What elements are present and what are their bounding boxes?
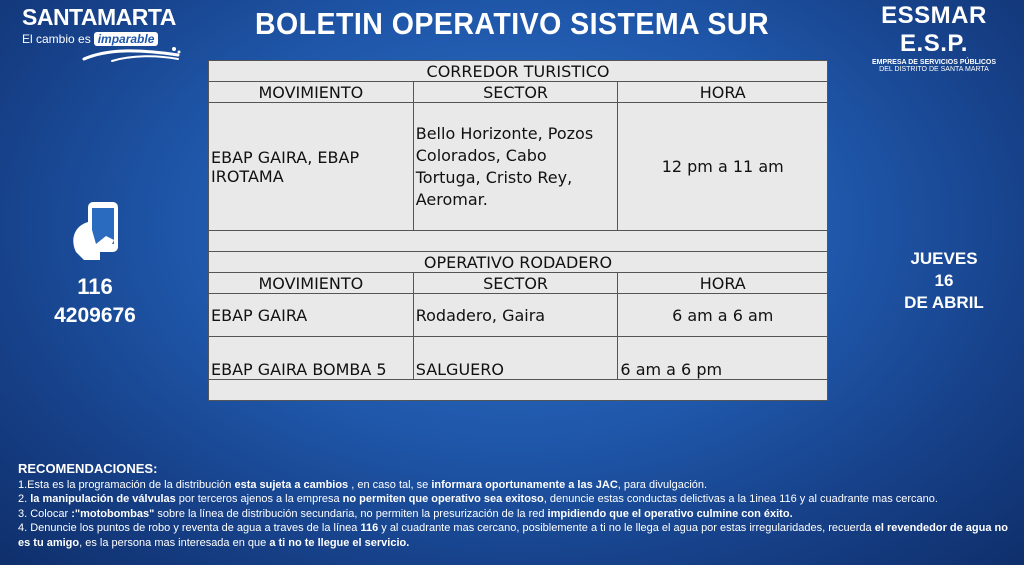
santamarta-tagline: El cambio es imparable (22, 32, 192, 46)
phone-number-short: 116 (77, 274, 113, 299)
spacer-row (209, 231, 828, 252)
body-text: , es la persona mas interesada en que (79, 536, 270, 549)
body-text: sobre la línea de distribución secundaria, no permiten la presurización de la red (154, 507, 548, 520)
section-title-row (209, 252, 828, 273)
header-movimiento: MOVIMIENTO (209, 273, 414, 294)
emphasis-text: a ti no te llegue el servicio. (269, 536, 410, 549)
header-movimiento: MOVIMIENTO (209, 82, 414, 103)
emphasis-text: la manipulación de válvulas (30, 493, 176, 505)
wave-icon (82, 45, 182, 63)
date-weekday: JUEVES (910, 249, 978, 268)
body-text: 2. (18, 493, 31, 505)
body-text: 1.Esta es la programación de la distribución (18, 478, 235, 491)
emphasis-text: el revendedor de agua no es tu amigo (18, 522, 1008, 549)
tagline-highlight: imparable (94, 32, 159, 46)
phone-hand-icon (66, 200, 124, 262)
header-hora: HORA (618, 273, 828, 294)
table-row (209, 337, 828, 380)
body-text: por terceros ajenos a la empresa (175, 493, 343, 505)
emphasis-text: esta sujeta a cambios (234, 478, 349, 491)
body-text: y al cuadrante mas cercano, posiblemente a ti no le llega el agua por estas irregularidades, recuerda (378, 522, 875, 534)
table-header-row (209, 273, 828, 294)
emphasis-text: :"motobombas" (71, 507, 155, 520)
cell-movimiento: EBAP GAIRA, EBAP IROTAMA (209, 103, 414, 231)
cell-sector: Bello Horizonte, Pozos Colorados, Cabo Tortuga, Cristo Rey, Aeromar. (413, 103, 618, 231)
santamarta-brand: SANTAMARTA (22, 4, 176, 30)
body-text: 3. Colocar (18, 507, 72, 520)
table-row (209, 103, 828, 231)
recommendation-item (18, 492, 1014, 507)
cell-hora: 6 am a 6 am (618, 294, 828, 337)
cell-sector: Rodadero, Gaira (413, 294, 618, 337)
body-text: 4. Denuncie los puntos de robo y reventa de agua a traves de la línea (18, 522, 361, 534)
date-month: DE ABRIL (904, 293, 984, 312)
section-title: OPERATIVO RODADERO (209, 252, 828, 273)
schedule-table (208, 60, 828, 401)
essmar-subtitle-2: DEL DISTRITO DE SANTA MARTA (879, 66, 989, 73)
header-sector: SECTOR (413, 273, 618, 294)
date-day: 16 (934, 271, 954, 290)
cell-hora: 12 pm a 11 am (618, 103, 828, 231)
spacer-row (209, 380, 828, 401)
recommendations-heading: RECOMENDACIONES: (18, 461, 158, 476)
header-sector: SECTOR (413, 82, 618, 103)
section-title-row (209, 61, 828, 82)
phone-number-long: 4209676 (54, 304, 136, 327)
table-row (209, 294, 828, 337)
essmar-logo (854, 2, 1014, 73)
recommendation-item (18, 478, 1014, 493)
recommendation-item (18, 521, 1014, 550)
recommendation-item (18, 507, 1014, 522)
table-header-row (209, 82, 828, 103)
cell-movimiento: EBAP GAIRA BOMBA 5 (209, 337, 414, 380)
contact-box (40, 200, 150, 328)
recommendations (18, 462, 1014, 550)
page-title: BOLETIN OPERATIVO SISTEMA SUR (254, 6, 770, 41)
body-text: , para divulgación. (617, 478, 708, 491)
emphasis-text: impidiendo que el operativo culmine con éxito. (547, 507, 793, 520)
section-title: CORREDOR TURISTICO (209, 61, 828, 82)
essmar-brand: ESSMAR E.S.P. (881, 2, 987, 57)
emphasis-text: informara oportunamente a las JAC (431, 478, 618, 491)
cell-hora: 6 am a 6 pm (618, 337, 828, 380)
header-hora: HORA (618, 82, 828, 103)
date-box (888, 248, 1000, 314)
cell-movimiento: EBAP GAIRA (209, 294, 414, 337)
essmar-subtitle-1: EMPRESA DE SERVICIOS PÚBLICOS (871, 59, 997, 66)
body-text: , denuncie estas conductas delictivas a la 1inea 116 y al cuadrante mas cercano. (543, 493, 938, 505)
body-text: , en caso tal, se (348, 478, 432, 491)
cell-sector: SALGUERO (413, 337, 618, 380)
emphasis-text: no permiten que operativo sea exitoso (342, 493, 544, 505)
emphasis-text: 116 (360, 522, 379, 534)
